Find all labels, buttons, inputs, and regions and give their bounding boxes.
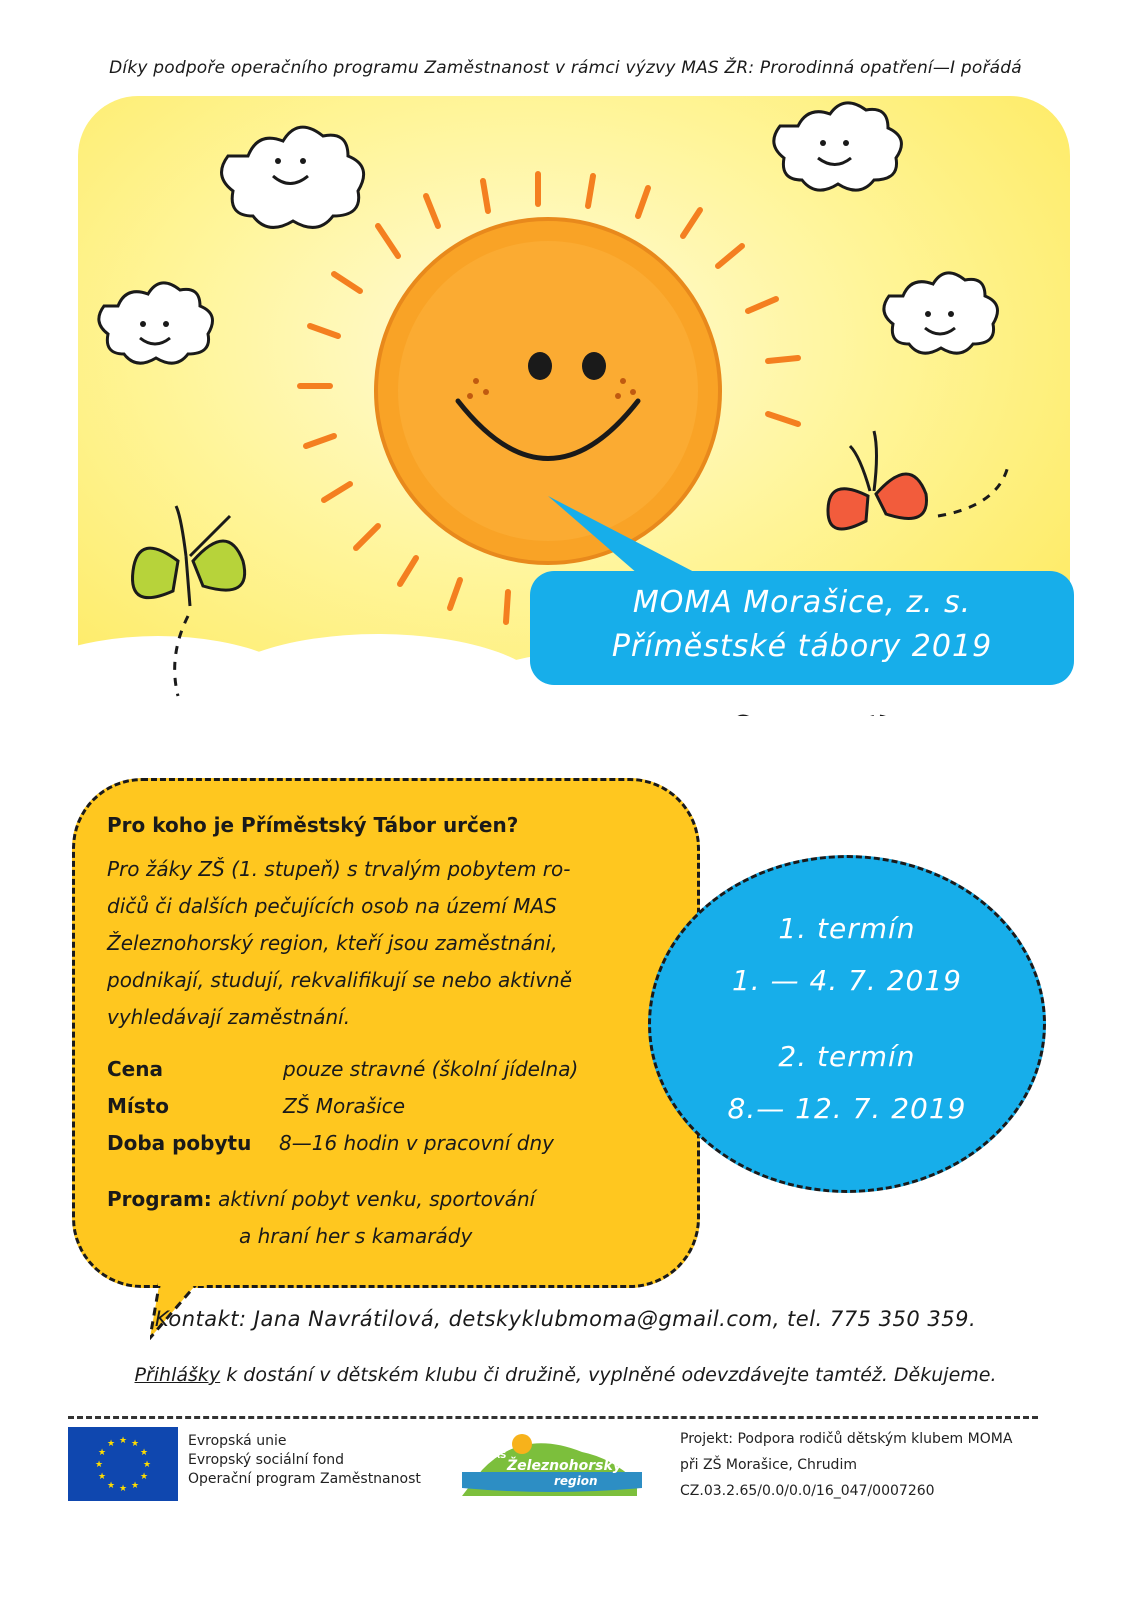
butterfly-icon (828, 431, 1008, 529)
eu-line: Operační program Zaměstnanost (188, 1471, 421, 1487)
mas-name-line2: region (554, 1474, 598, 1488)
eu-line: Evropská unie (188, 1433, 287, 1449)
info-description (107, 851, 667, 1036)
description-line: dičů či dalších pečujících osob na území MAS (107, 894, 557, 918)
support-line: Díky podpoře operačního programu Zaměstnanost v rámci výzvy MAS ŽR: Prorodinná opatření—I pořádá (109, 58, 1022, 78)
time-value: 8—16 hodin v pracovní dny (279, 1131, 554, 1155)
org-name: MOMA Morašice, z. s. (632, 585, 972, 620)
info-question: Pro koho je Příměstský Tábor určen? (107, 813, 519, 837)
contact-line: Kontakt: Jana Navrátilová, detskyklubmoma@gmail.com, tel. 775 350 359. (154, 1307, 977, 1331)
svg-text:★: ★ (118, 1436, 128, 1446)
project-line: Projekt: Podpora rodičů dětským klubem MOMA (680, 1431, 1013, 1447)
svg-text:★: ★ (94, 1460, 104, 1470)
description-line: Železnohorský region, kteří jsou zaměstnáni, (107, 931, 558, 955)
description-line: Pro žáky ZŠ (1. stupeň) s trvalým pobytem ro- (107, 857, 571, 881)
program-line-1: aktivní pobyt venku, sportování (218, 1187, 536, 1211)
place-value: ZŠ Morašice (283, 1094, 406, 1118)
svg-text:★: ★ (106, 1439, 116, 1449)
svg-text:★: ★ (130, 1481, 140, 1491)
term1-value: 1. — 4. 7. 2019 (731, 964, 962, 997)
place-label: Místo (107, 1094, 169, 1118)
project-info (680, 1426, 1012, 1504)
description-line: podnikají, studují, rekvalifikují se nebo aktivně (107, 968, 573, 992)
term1-label: 1. termín (778, 912, 916, 945)
price-value: pouze stravné (školní jídelna) (283, 1057, 579, 1081)
project-line: při ZŠ Morašice, Chrudim (680, 1457, 857, 1473)
signup-keyword: Přihlášky (134, 1364, 221, 1386)
event-title: Příměstské tábory 2019 (611, 629, 993, 664)
term2-label: 2. termín (778, 1040, 916, 1073)
cloud-icon (884, 273, 998, 353)
eu-line: Evropský sociální fond (188, 1452, 345, 1468)
svg-text:★: ★ (118, 1484, 128, 1494)
mas-small-text: MAS (484, 1451, 507, 1461)
dates-circle (648, 855, 1046, 1193)
svg-text:★: ★ (139, 1472, 149, 1482)
svg-text:★: ★ (106, 1481, 116, 1491)
info-speech-bubble (72, 778, 700, 1288)
program-row (107, 1181, 677, 1255)
cloud-icon (774, 103, 902, 190)
term2-value: 8.— 12. 7. 2019 (727, 1092, 967, 1125)
program-label: Program: (107, 1187, 212, 1211)
svg-text:★: ★ (142, 1460, 152, 1470)
svg-text:★: ★ (97, 1472, 107, 1482)
time-label: Doba pobytu (107, 1131, 252, 1155)
svg-text:★: ★ (130, 1439, 140, 1449)
cloud-icon (99, 283, 213, 363)
eu-flag-icon (68, 1427, 178, 1501)
program-line-2: a hraní her s kamarády (239, 1224, 473, 1248)
mas-name-line1: Železnohorský (507, 1458, 622, 1474)
signup-line (0, 1364, 1131, 1386)
description-line: vyhledávají zaměstnání. (107, 1005, 351, 1029)
price-label: Cena (107, 1057, 163, 1081)
eu-text (188, 1432, 421, 1489)
cloud-icon (222, 127, 364, 227)
footer-divider (68, 1416, 1038, 1419)
hero-speech-bubble (530, 571, 1074, 685)
mas-logo-icon (462, 1432, 642, 1496)
signup-text: k dostání v dětském klubu či družině, vyplněné odevzdávejte tamtéž. Děkujeme. (220, 1364, 997, 1386)
svg-text:★: ★ (139, 1448, 149, 1458)
project-line: CZ.03.2.65/0.0/0.0/16_047/0007260 (680, 1483, 935, 1499)
svg-text:★: ★ (97, 1448, 107, 1458)
